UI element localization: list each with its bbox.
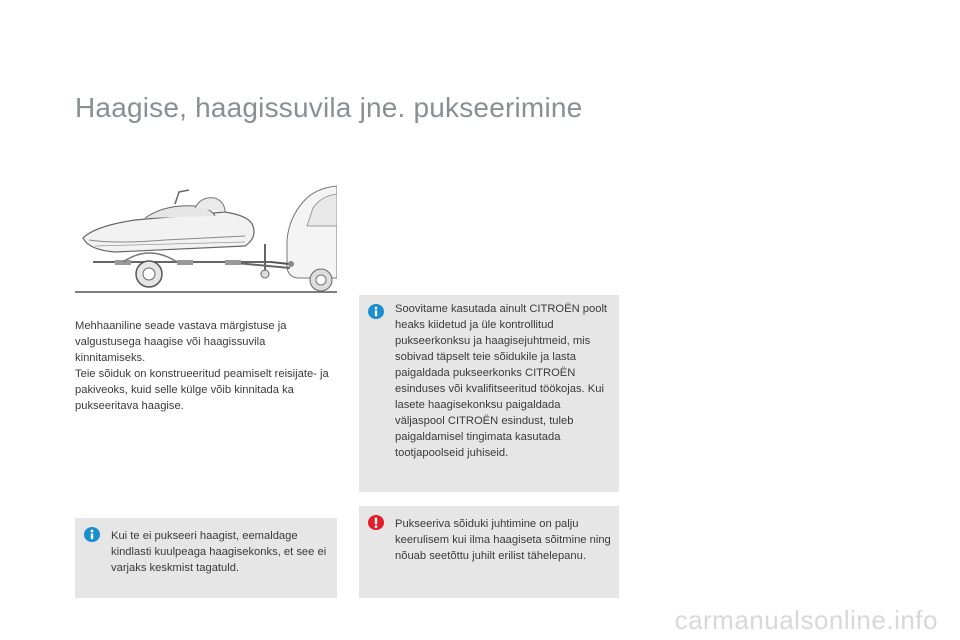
jetski-trailer-towing-illustration [75, 182, 337, 294]
warning-icon [367, 514, 385, 532]
intro-paragraph: Mehhaaniline seade vastava märgistuse ja valgustusega haagise või haagissuvila kinnitamiseks. [75, 320, 287, 364]
intro-paragraph: Teie sõiduk on konstrueeritud peamiselt reisijate- ja pakiveoks, kuid selle külge võib kinnitada ka pukseeritava haagise. [75, 368, 329, 412]
info-icon [367, 303, 385, 321]
info-box-remove-towball [75, 518, 337, 598]
watermark: carmanualsonline.info [674, 605, 938, 635]
warning-box-text: Pukseeriva sõiduki juhtimine on palju keerulisem kui ilma haagiseta sõitmine ning nõuab seetõttu juhilt erilist tähelepanu. [395, 518, 611, 562]
page-title: Haagise, haagissuvila jne. pukseerimine [75, 92, 583, 123]
info-box-text: Soovitame kasutada ainult CITROËN poolt heaks kiidetud ja üle kontrollitud pukseerkonksu ja haagisejuhtmeid, mis sobivad täpselt teie sõidukile ja lasta paigaldada pukseerkonks CITROËN esinduses või kvalifitseeritud töökojas. Kui lasete haagisekonksu paigaldada väljaspool CITROËN esindust, tuleb paigaldamisel tingimata kasutada tootjapoolseid juhiseid. [395, 303, 608, 459]
info-box-citroen-recommendation [359, 295, 619, 492]
info-box-text: Kui te ei pukseeri haagist, eemaldage kindlasti kuulpeaga haagisekonks, et see ei varjaks keskmist tagatuld. [111, 530, 327, 574]
intro-text [75, 318, 337, 414]
info-icon [83, 526, 101, 544]
warning-box-towing-driving [359, 506, 619, 598]
